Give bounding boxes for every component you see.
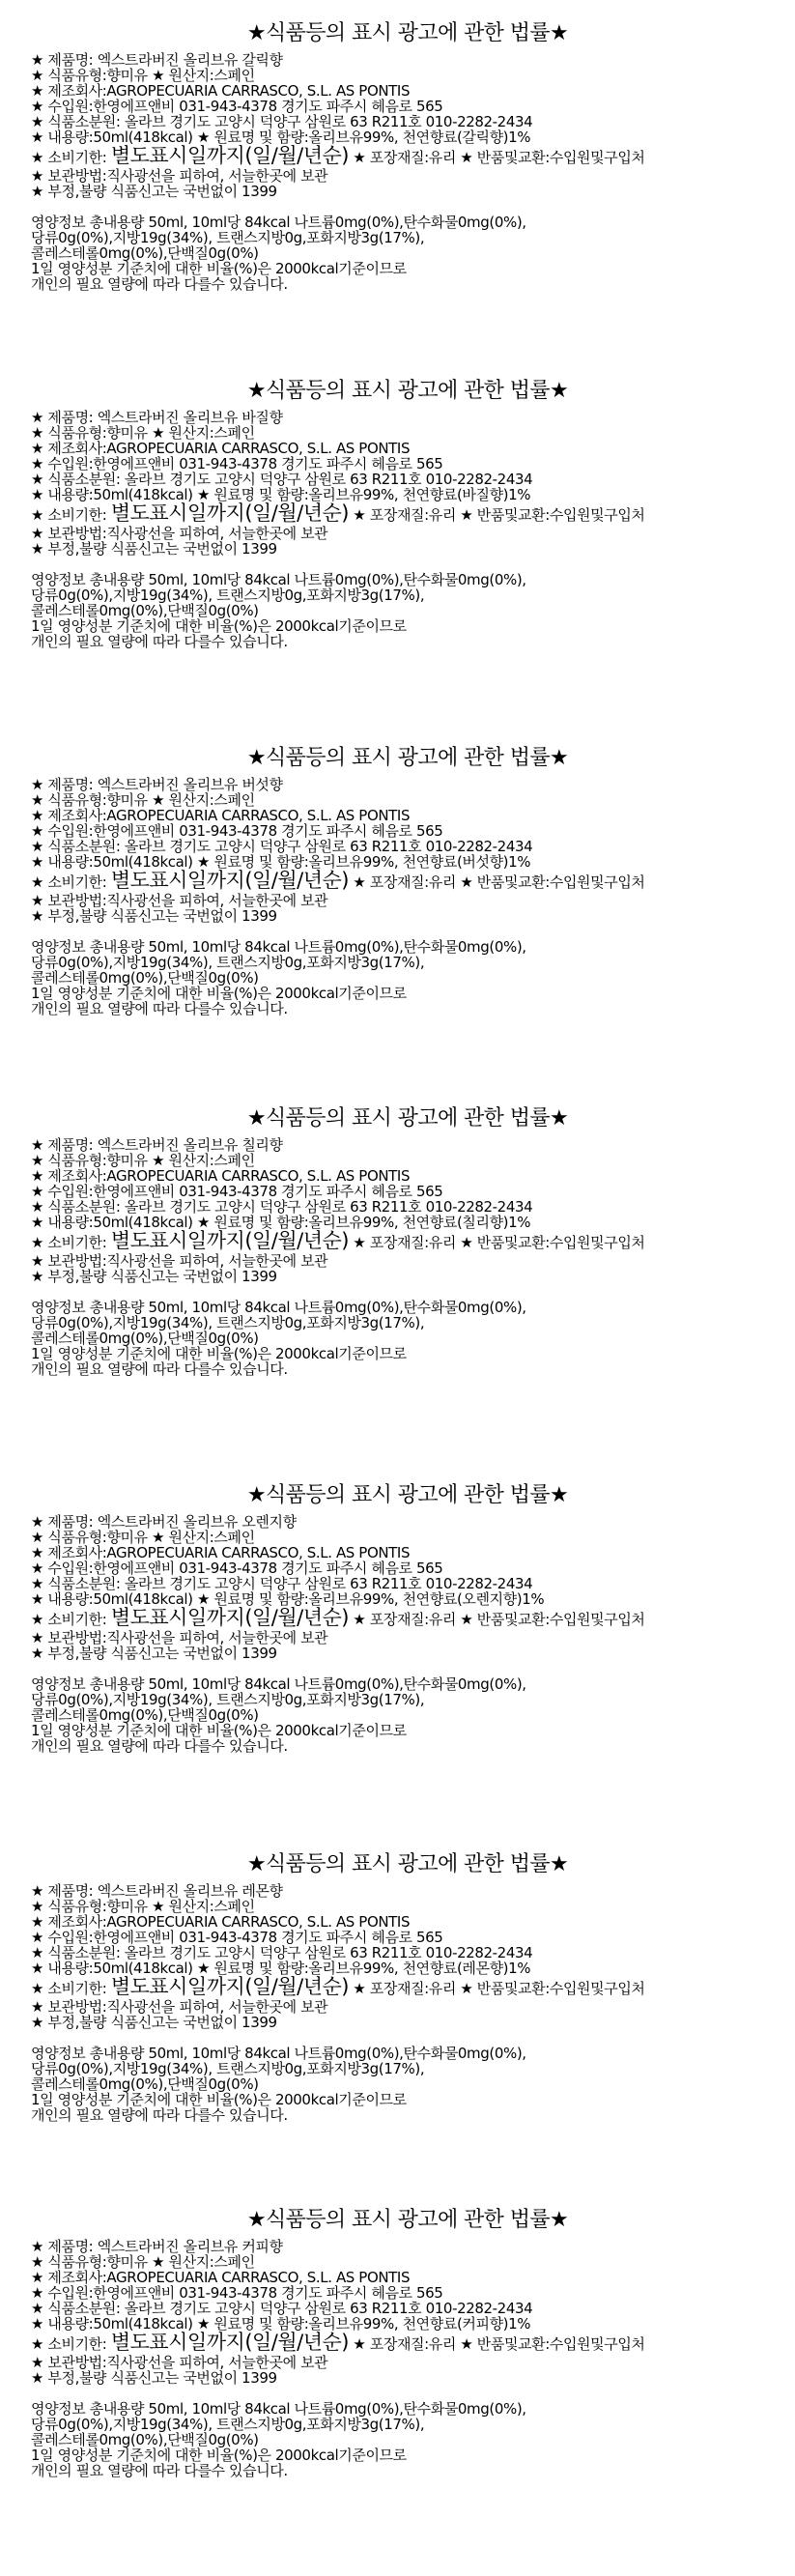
- packaging-exchange: ★ 포장재질:유리 ★ 반품및교환:수입원및구입처: [349, 149, 645, 166]
- expiry-label: ★ 소비기한:: [31, 2335, 111, 2353]
- report: ★ 부정,불량 식품신고는 국번없이 1399: [31, 1646, 277, 1661]
- importer: ★ 수입원:한영에프앤비 031-943-4378 경기도 파주시 헤음로 565: [31, 99, 443, 114]
- expiry-label: ★ 소비기한:: [31, 506, 111, 524]
- expiry-value: 별도표시일까지(일/월/년순): [110, 1230, 349, 1252]
- product-name: ★ 제품명: 엑스트라버진 올리브유 커피향: [31, 2239, 283, 2254]
- product-name: ★ 제품명: 엑스트라버진 올리브유 버섯향: [31, 777, 283, 792]
- report: ★ 부정,불량 식품신고는 국번없이 1399: [31, 184, 277, 199]
- nutrition-line: 1일 영양성분 기준치에 대한 비율(%)은 2000kcal기준이므로: [31, 986, 407, 1001]
- importer: ★ 수입원:한영에프앤비 031-943-4378 경기도 파주시 헤음로 565: [31, 1560, 443, 1576]
- section-title: ★식품등의 표시 광고에 관한 법률★: [246, 21, 569, 45]
- food-type-origin: ★ 식품유형:향미유 ★ 원산지:스페인: [31, 68, 255, 83]
- section-title: ★식품등의 표시 광고에 관한 법률★: [246, 2208, 569, 2232]
- storage: ★ 보관방법:직사광선을 피하여, 서늘한곳에 보관: [31, 168, 328, 184]
- product-name: ★ 제품명: 엑스트라버진 올리브유 갈릭향: [31, 52, 283, 68]
- nutrition-line: 영양정보 총내용량 50ml, 10ml당 84kcal 나트륨0mg(0%),탄수화물0mg(0%),: [31, 939, 526, 955]
- product-name: ★ 제품명: 엑스트라버진 올리브유 오렌지향: [31, 1514, 297, 1530]
- section-title: ★식품등의 표시 광고에 관한 법률★: [246, 1852, 569, 1876]
- spacer: [31, 2386, 784, 2401]
- expiry-value: 별도표시일까지(일/월/년순): [110, 2332, 349, 2354]
- spacer: [31, 2030, 784, 2046]
- food-type-origin: ★ 식품유형:향미유 ★ 원산지:스페인: [31, 425, 255, 441]
- nutrition-line: 콜레스테롤0mg(0%),단백질0g(0%): [31, 603, 259, 618]
- food-type-origin: ★ 식품유형:향미유 ★ 원산지:스페인: [31, 792, 255, 808]
- nutrition-line: 영양정보 총내용량 50ml, 10ml당 84kcal 나트륨0mg(0%),탄수화물0mg(0%),: [31, 215, 526, 230]
- expiry-line: [31, 870, 784, 893]
- storage: ★ 보관방법:직사광선을 피하여, 서늘한곳에 보관: [31, 2355, 328, 2370]
- nutrition-line: 개인의 필요 열량에 따라 다를수 있습니다.: [31, 1738, 288, 1754]
- expiry-value: 별도표시일까지(일/월/년순): [110, 502, 349, 525]
- nutrition-line: 영양정보 총내용량 50ml, 10ml당 84kcal 나트륨0mg(0%),탄수화물0mg(0%),: [31, 1300, 526, 1315]
- food-type-origin: ★ 식품유형:향미유 ★ 원산지:스페인: [31, 2254, 255, 2270]
- product-name: ★ 제품명: 엑스트라버진 올리브유 칠리향: [31, 1137, 283, 1153]
- report: ★ 부정,불량 식품신고는 국번없이 1399: [31, 541, 277, 557]
- expiry-line: [31, 502, 784, 526]
- seller: ★ 식품소분원: 올라브 경기도 고양시 덕양구 삼원로 63 R211호 010-2282-2434: [31, 1945, 533, 1961]
- section-title: ★식품등의 표시 광고에 관한 법률★: [246, 1483, 569, 1507]
- nutrition-line: 콜레스테롤0mg(0%),단백질0g(0%): [31, 1331, 259, 1346]
- manufacturer: ★ 제조회사:AGROPECUARIA CARRASCO, S.L. AS PONTIS: [31, 1545, 411, 1560]
- label-section-orange: [31, 1483, 784, 1754]
- nutrition-line: 개인의 필요 열량에 따라 다를수 있습니다.: [31, 2463, 288, 2478]
- importer: ★ 수입원:한영에프앤비 031-943-4378 경기도 파주시 헤음로 565: [31, 456, 443, 472]
- seller: ★ 식품소분원: 올라브 경기도 고양시 덕양구 삼원로 63 R211호 010-2282-2434: [31, 472, 533, 487]
- importer: ★ 수입원:한영에프앤비 031-943-4378 경기도 파주시 헤음로 565: [31, 1184, 443, 1199]
- food-type-origin: ★ 식품유형:향미유 ★ 원산지:스페인: [31, 1899, 255, 1914]
- product-name: ★ 제품명: 엑스트라버진 올리브유 레몬향: [31, 1883, 283, 1899]
- report: ★ 부정,불량 식품신고는 국번없이 1399: [31, 1269, 277, 1284]
- expiry-line: [31, 1976, 784, 1999]
- content-ingredients: ★ 내용량:50ml(418kcal) ★ 원료명 및 함량:올리브유99%, 천연향료(레몬향)1%: [31, 1961, 531, 1976]
- nutrition-line: 당류0g(0%),지방19g(34%), 트랜스지방0g,포화지방3g(17%),: [31, 1315, 425, 1331]
- nutrition-line: 당류0g(0%),지방19g(34%), 트랜스지방0g,포화지방3g(17%),: [31, 2417, 425, 2432]
- product-name: ★ 제품명: 엑스트라버진 올리브유 바질향: [31, 410, 283, 425]
- nutrition-line: 1일 영양성분 기준치에 대한 비율(%)은 2000kcal기준이므로: [31, 1723, 407, 1738]
- importer: ★ 수입원:한영에프앤비 031-943-4378 경기도 파주시 헤음로 565: [31, 2285, 443, 2301]
- storage: ★ 보관방법:직사광선을 피하여, 서늘한곳에 보관: [31, 893, 328, 908]
- nutrition-line: 당류0g(0%),지방19g(34%), 트랜스지방0g,포화지방3g(17%),: [31, 2061, 425, 2076]
- label-section-coffee: [31, 2208, 784, 2478]
- nutrition-line: 개인의 필요 열량에 따라 다를수 있습니다.: [31, 276, 288, 292]
- manufacturer: ★ 제조회사:AGROPECUARIA CARRASCO, S.L. AS PONTIS: [31, 808, 411, 823]
- seller: ★ 식품소분원: 올라브 경기도 고양시 덕양구 삼원로 63 R211호 010-2282-2434: [31, 114, 533, 129]
- nutrition-line: 영양정보 총내용량 50ml, 10ml당 84kcal 나트륨0mg(0%),탄수화물0mg(0%),: [31, 2401, 526, 2417]
- spacer: [31, 557, 784, 572]
- nutrition-line: 콜레스테롤0mg(0%),단백질0g(0%): [31, 245, 259, 261]
- manufacturer: ★ 제조회사:AGROPECUARIA CARRASCO, S.L. AS PONTIS: [31, 2270, 411, 2285]
- packaging-exchange: ★ 포장재질:유리 ★ 반품및교환:수입원및구입처: [349, 1980, 645, 1997]
- nutrition-line: 1일 영양성분 기준치에 대한 비율(%)은 2000kcal기준이므로: [31, 261, 407, 276]
- nutrition-line: 1일 영양성분 기준치에 대한 비율(%)은 2000kcal기준이므로: [31, 2092, 407, 2107]
- packaging-exchange: ★ 포장재질:유리 ★ 반품및교환:수입원및구입처: [349, 2335, 645, 2353]
- manufacturer: ★ 제조회사:AGROPECUARIA CARRASCO, S.L. AS PONTIS: [31, 1914, 411, 1930]
- importer: ★ 수입원:한영에프앤비 031-943-4378 경기도 파주시 헤음로 565: [31, 1930, 443, 1945]
- nutrition-line: 1일 영양성분 기준치에 대한 비율(%)은 2000kcal기준이므로: [31, 618, 407, 634]
- expiry-line: [31, 2332, 784, 2355]
- section-title: ★식품등의 표시 광고에 관한 법률★: [246, 746, 569, 770]
- nutrition-line: 당류0g(0%),지방19g(34%), 트랜스지방0g,포화지방3g(17%),: [31, 587, 425, 603]
- nutrition-line: 개인의 필요 열량에 따라 다를수 있습니다.: [31, 1361, 288, 1377]
- manufacturer: ★ 제조회사:AGROPECUARIA CARRASCO, S.L. AS PONTIS: [31, 1168, 411, 1184]
- packaging-exchange: ★ 포장재질:유리 ★ 반품및교환:수입원및구입처: [349, 506, 645, 524]
- expiry-value: 별도표시일까지(일/월/년순): [110, 1976, 349, 1998]
- content-ingredients: ★ 내용량:50ml(418kcal) ★ 원료명 및 함량:올리브유99%, 천연향료(칠리향)1%: [31, 1215, 531, 1230]
- nutrition-line: 콜레스테롤0mg(0%),단백질0g(0%): [31, 2432, 259, 2447]
- storage: ★ 보관방법:직사광선을 피하여, 서늘한곳에 보관: [31, 526, 328, 541]
- content-ingredients: ★ 내용량:50ml(418kcal) ★ 원료명 및 함량:올리브유99%, 천연향료(버섯향)1%: [31, 854, 531, 870]
- content-ingredients: ★ 내용량:50ml(418kcal) ★ 원료명 및 함량:올리브유99%, 천연향료(갈릭향)1%: [31, 129, 531, 145]
- expiry-label: ★ 소비기한:: [31, 873, 111, 891]
- packaging-exchange: ★ 포장재질:유리 ★ 반품및교환:수입원및구입처: [349, 1611, 645, 1628]
- seller: ★ 식품소분원: 올라브 경기도 고양시 덕양구 삼원로 63 R211호 010-2282-2434: [31, 1576, 533, 1591]
- report: ★ 부정,불량 식품신고는 국번없이 1399: [31, 2370, 277, 2386]
- expiry-line: [31, 1230, 784, 1253]
- storage: ★ 보관방법:직사광선을 피하여, 서늘한곳에 보관: [31, 1630, 328, 1646]
- nutrition-line: 당류0g(0%),지방19g(34%), 트랜스지방0g,포화지방3g(17%),: [31, 230, 425, 245]
- spacer: [31, 199, 784, 215]
- section-title: ★식품등의 표시 광고에 관한 법률★: [246, 379, 569, 403]
- nutrition-line: 영양정보 총내용량 50ml, 10ml당 84kcal 나트륨0mg(0%),탄수화물0mg(0%),: [31, 2046, 526, 2061]
- food-type-origin: ★ 식품유형:향미유 ★ 원산지:스페인: [31, 1530, 255, 1545]
- packaging-exchange: ★ 포장재질:유리 ★ 반품및교환:수입원및구입처: [349, 873, 645, 891]
- seller: ★ 식품소분원: 올라브 경기도 고양시 덕양구 삼원로 63 R211호 010-2282-2434: [31, 2301, 533, 2316]
- expiry-line: [31, 1607, 784, 1630]
- storage: ★ 보관방법:직사광선을 피하여, 서늘한곳에 보관: [31, 1253, 328, 1269]
- manufacturer: ★ 제조회사:AGROPECUARIA CARRASCO, S.L. AS PONTIS: [31, 441, 411, 456]
- nutrition-line: 콜레스테롤0mg(0%),단백질0g(0%): [31, 1707, 259, 1723]
- manufacturer: ★ 제조회사:AGROPECUARIA CARRASCO, S.L. AS PONTIS: [31, 83, 411, 99]
- label-section-basil: [31, 379, 784, 649]
- expiry-line: [31, 145, 784, 168]
- importer: ★ 수입원:한영에프앤비 031-943-4378 경기도 파주시 헤음로 565: [31, 823, 443, 839]
- label-section-mushroom: [31, 746, 784, 1016]
- expiry-label: ★ 소비기한:: [31, 1980, 111, 1997]
- expiry-value: 별도표시일까지(일/월/년순): [110, 870, 349, 892]
- report: ★ 부정,불량 식품신고는 국번없이 1399: [31, 2015, 277, 2030]
- spacer: [31, 1661, 784, 1676]
- expiry-value: 별도표시일까지(일/월/년순): [110, 145, 349, 167]
- nutrition-line: 콜레스테롤0mg(0%),단백질0g(0%): [31, 970, 259, 986]
- nutrition-line: 개인의 필요 열량에 따라 다를수 있습니다.: [31, 2107, 288, 2123]
- report: ★ 부정,불량 식품신고는 국번없이 1399: [31, 908, 277, 924]
- nutrition-line: 당류0g(0%),지방19g(34%), 트랜스지방0g,포화지방3g(17%),: [31, 1692, 425, 1707]
- nutrition-line: 1일 영양성분 기준치에 대한 비율(%)은 2000kcal기준이므로: [31, 1346, 407, 1361]
- nutrition-line: 영양정보 총내용량 50ml, 10ml당 84kcal 나트륨0mg(0%),탄수화물0mg(0%),: [31, 1676, 526, 1692]
- label-section-lemon: [31, 1852, 784, 2123]
- expiry-value: 별도표시일까지(일/월/년순): [110, 1607, 349, 1629]
- seller: ★ 식품소분원: 올라브 경기도 고양시 덕양구 삼원로 63 R211호 010-2282-2434: [31, 1199, 533, 1215]
- label-section-garlic: [31, 21, 784, 292]
- storage: ★ 보관방법:직사광선을 피하여, 서늘한곳에 보관: [31, 1999, 328, 2015]
- label-section-chili: [31, 1106, 784, 1377]
- expiry-label: ★ 소비기한:: [31, 1611, 111, 1628]
- content-ingredients: ★ 내용량:50ml(418kcal) ★ 원료명 및 함량:올리브유99%, 천연향료(바질향)1%: [31, 487, 531, 502]
- seller: ★ 식품소분원: 올라브 경기도 고양시 덕양구 삼원로 63 R211호 010-2282-2434: [31, 839, 533, 854]
- packaging-exchange: ★ 포장재질:유리 ★ 반품및교환:수입원및구입처: [349, 1234, 645, 1251]
- content-ingredients: ★ 내용량:50ml(418kcal) ★ 원료명 및 함량:올리브유99%, 천연향료(커피향)1%: [31, 2316, 531, 2332]
- content-ingredients: ★ 내용량:50ml(418kcal) ★ 원료명 및 함량:올리브유99%, 천연향료(오렌지향)1%: [31, 1591, 545, 1607]
- nutrition-line: 영양정보 총내용량 50ml, 10ml당 84kcal 나트륨0mg(0%),탄수화물0mg(0%),: [31, 572, 526, 587]
- section-title: ★식품등의 표시 광고에 관한 법률★: [246, 1106, 569, 1131]
- spacer: [31, 924, 784, 939]
- spacer: [31, 1284, 784, 1300]
- expiry-label: ★ 소비기한:: [31, 1234, 111, 1251]
- expiry-label: ★ 소비기한:: [31, 149, 111, 166]
- nutrition-line: 개인의 필요 열량에 따라 다를수 있습니다.: [31, 1001, 288, 1016]
- food-type-origin: ★ 식품유형:향미유 ★ 원산지:스페인: [31, 1153, 255, 1168]
- nutrition-line: 당류0g(0%),지방19g(34%), 트랜스지방0g,포화지방3g(17%),: [31, 955, 425, 970]
- nutrition-line: 1일 영양성분 기준치에 대한 비율(%)은 2000kcal기준이므로: [31, 2447, 407, 2463]
- nutrition-line: 콜레스테롤0mg(0%),단백질0g(0%): [31, 2076, 259, 2092]
- nutrition-line: 개인의 필요 열량에 따라 다를수 있습니다.: [31, 634, 288, 649]
